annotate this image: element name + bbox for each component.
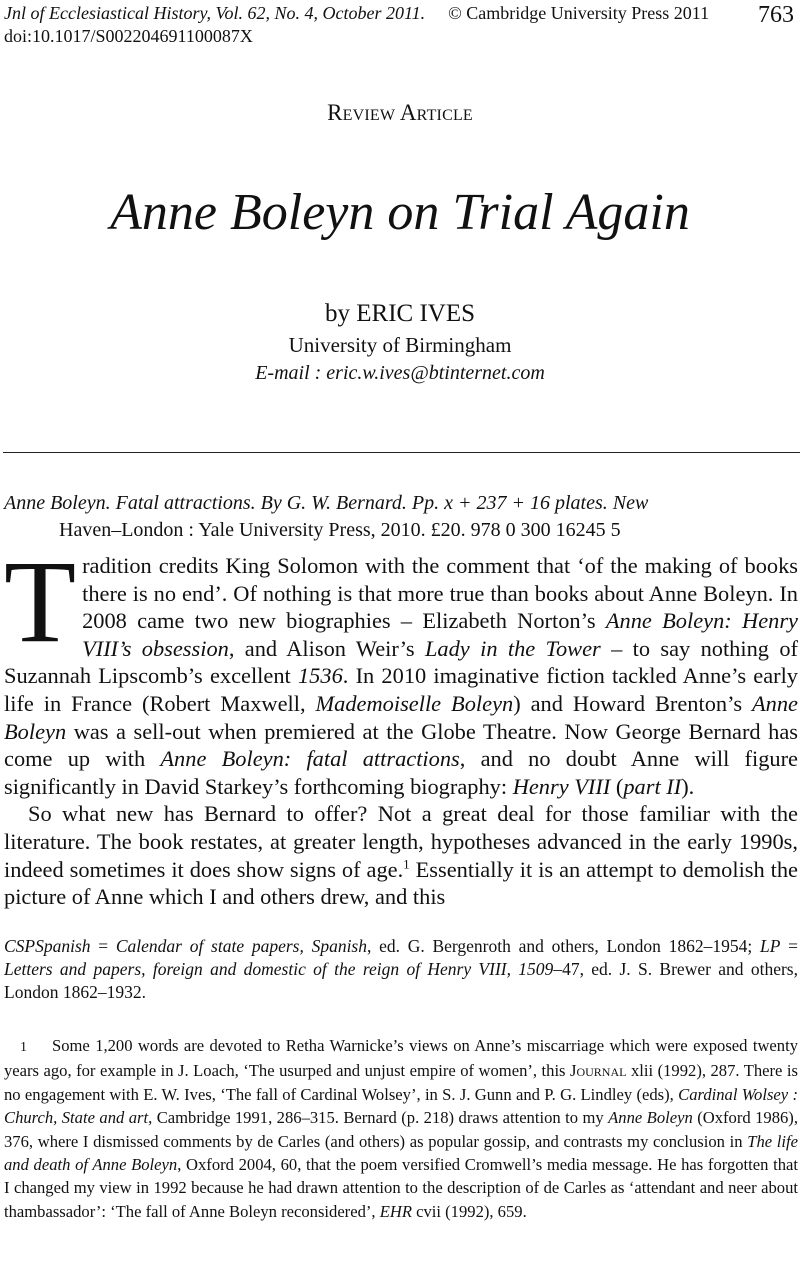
article-type: Review Article — [327, 100, 473, 125]
footnote-number: 1 — [20, 1040, 27, 1055]
article-title: Anne Boleyn on Trial Again — [110, 184, 690, 241]
paragraph-1-text: radition credits King Solomon with the comment that ‘of the making of books there is no end’. Of nothing is that more true than books about Anne Boleyn. In 2008 came two new biographies – Elizabeth Norton’s Anne Boleyn: Henry VIII’s obsession, and Alison Weir’s Lady in the Tower – to say nothing of Suzannah Lipscomb’s excellent 1536. In 2010 imaginative fiction tackled Anne’s early life in France (Robert Maxwell, Mademoiselle Boleyn) and Howard Brenton’s Anne Boleyn was a sell-out when premiered at the Globe Theatre. Now George Bernard has come up with Anne Boleyn: fatal attractions, and no doubt Anne will figure significantly in David Starkey’s forthcoming biography: Henry VIII (part II). — [4, 553, 799, 799]
journal-citation-line — [4, 2, 709, 25]
running-header — [4, 2, 709, 48]
title-divider — [3, 452, 800, 453]
article-body — [4, 536, 799, 911]
journal-citation: Jnl of Ecclesiastical History, Vol. 62, No. 4, October 2011. — [4, 3, 426, 23]
author-email: E-mail : eric.w.ives@btinternet.com — [255, 362, 545, 384]
reviewed-book-line-1: Anne Boleyn. Fatal attractions. By G. W. Bernard. Pp. x + 237 + 16 plates. New — [4, 492, 649, 514]
page-number: 763 — [758, 2, 794, 28]
reviewed-book-line-2: Haven–London : Yale University Press, 2010. £20. 978 0 300 16245 5 — [59, 519, 621, 541]
doi: doi:10.1017/S002204691100087X — [4, 26, 253, 46]
footnote-1 — [4, 1034, 798, 1223]
paragraph-1 — [4, 536, 799, 800]
drop-cap: T — [4, 536, 77, 667]
paragraph-2: So what new has Bernard to offer? Not a great deal for those familiar with the literature. The book restates, at greater length, hypotheses advanced in the early 1990s, indeed sometimes it does show signs of age.$^1$ Essentially it is an attempt to demolish the picture of Anne which I and others drew, and this — [4, 801, 798, 910]
footnote-reference[interactable]: 1 — [403, 856, 410, 872]
author-name: by ERIC IVES — [325, 300, 475, 327]
footnote-text: Some 1,200 words are devoted to Retha Warnicke’s views on Anne’s miscarriage which were exposed twenty years ago, for example in J. Loach, ‘The usurped and unjust empire of women’, this Journal xlii (1992), 287. There is no engagement with E. W. Ives, ‘The fall of Cardinal Wolsey’, in S. J. Gunn and P. G. Lindley (eds), Cardinal Wolsey : Church, State and art, Cambridge 1991, 286–315. Bernard (p. 218) draws attention to my Anne Boleyn (Oxford 1986), 376, where I dismissed comments by de Carles (and others) as popular gossip, and contrasts my conclusion in The life and death of Anne Boleyn, Oxford 2004, 60, that the poem versified Cromwell’s media message. He has forgotten that I changed my view in 1992 because he had drawn attention to the description of de Carles as ‘attendant and neer about thambassador’: ‘The fall of Anne Boleyn reconsidered’, EHR cvii (1992), 659. — [4, 1036, 798, 1221]
abbreviations-note: CSPSpanish = Calendar of state papers, Spanish, ed. G. Bergenroth and others, London 1862–1954; LP = Letters and papers, foreign and domestic of the reign of Henry VIII, 1509–47, ed. J. S. Brewer and others, London 1862–1932. — [4, 936, 799, 1002]
reviewed-book-entry — [4, 490, 798, 544]
copyright-notice: © Cambridge University Press 2011 — [448, 3, 710, 23]
author-affiliation: University of Birmingham — [288, 333, 512, 357]
